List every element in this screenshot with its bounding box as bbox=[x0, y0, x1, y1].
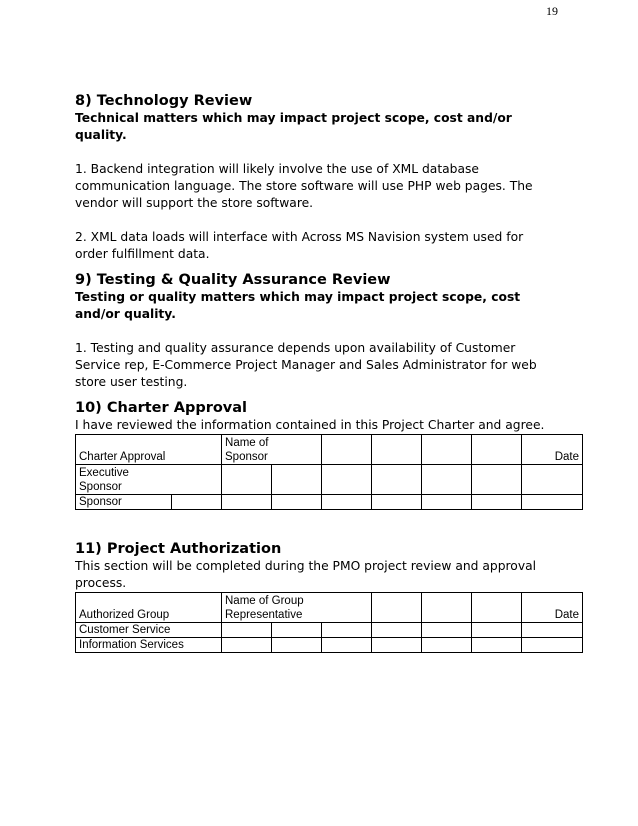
header-line: Representative bbox=[225, 609, 303, 621]
row-label-line: Executive bbox=[79, 467, 129, 479]
header-charter-approval: Charter Approval bbox=[76, 435, 222, 465]
header-date: Date bbox=[522, 593, 583, 623]
empty-cell bbox=[372, 593, 422, 623]
empty-cell bbox=[172, 495, 222, 510]
header-name-of-group-representative bbox=[222, 593, 372, 623]
row-label-information-services: Information Services bbox=[76, 638, 222, 653]
header-line: Name of bbox=[225, 437, 269, 449]
empty-cell bbox=[272, 465, 322, 495]
text-line: 1. Testing and quality assurance depends upon availability of Customer bbox=[75, 341, 516, 355]
empty-cell bbox=[422, 435, 472, 465]
text-line: 2. XML data loads will interface with Across MS Navision system used for bbox=[75, 230, 524, 244]
text-line: store user testing. bbox=[75, 375, 188, 389]
empty-cell bbox=[372, 465, 422, 495]
empty-cell bbox=[422, 623, 472, 638]
section-8-item-1 bbox=[75, 161, 565, 212]
empty-cell bbox=[472, 593, 522, 623]
charter-approval-table bbox=[75, 434, 583, 510]
subheading-line: and/or quality. bbox=[75, 307, 176, 321]
subheading-line: Testing or quality matters which may impact project scope, cost bbox=[75, 290, 521, 304]
text-line: vendor will support the store software. bbox=[75, 196, 314, 210]
section-9-item-1 bbox=[75, 340, 565, 391]
empty-cell bbox=[522, 638, 583, 653]
empty-cell bbox=[272, 638, 322, 653]
section-11-intro bbox=[75, 558, 565, 592]
empty-cell bbox=[522, 495, 583, 510]
empty-cell bbox=[322, 638, 372, 653]
text-line: This section will be completed during the PMO project review and approval bbox=[75, 559, 537, 573]
empty-cell bbox=[522, 623, 583, 638]
section-10-heading: 10) Charter Approval bbox=[75, 400, 248, 416]
row-label-sponsor: Sponsor bbox=[76, 495, 172, 510]
empty-cell bbox=[422, 593, 472, 623]
section-8-subheading bbox=[75, 110, 565, 144]
empty-cell bbox=[222, 623, 272, 638]
row-label-executive-sponsor bbox=[76, 465, 222, 495]
empty-cell bbox=[522, 465, 583, 495]
table-row bbox=[76, 465, 583, 495]
text-line: 1. Backend integration will likely involve the use of XML database bbox=[75, 162, 479, 176]
section-9-subheading bbox=[75, 289, 565, 323]
empty-cell bbox=[472, 495, 522, 510]
row-label-line: Sponsor bbox=[79, 481, 122, 493]
table-row bbox=[76, 623, 583, 638]
text-line: Service rep, E-Commerce Project Manager and Sales Administrator for web bbox=[75, 358, 537, 372]
empty-cell bbox=[372, 623, 422, 638]
section-11-heading: 11) Project Authorization bbox=[75, 541, 282, 557]
empty-cell bbox=[372, 435, 422, 465]
text-line: order fulfillment data. bbox=[75, 247, 210, 261]
subheading-line: quality. bbox=[75, 128, 127, 142]
project-authorization-table bbox=[75, 592, 583, 653]
section-8-heading: 8) Technology Review bbox=[75, 93, 253, 109]
empty-cell bbox=[472, 465, 522, 495]
empty-cell bbox=[472, 623, 522, 638]
empty-cell bbox=[322, 623, 372, 638]
empty-cell bbox=[322, 465, 372, 495]
empty-cell bbox=[272, 623, 322, 638]
empty-cell bbox=[472, 638, 522, 653]
empty-cell bbox=[322, 435, 372, 465]
empty-cell bbox=[322, 495, 372, 510]
text-line: process. bbox=[75, 576, 127, 590]
text-line: communication language. The store software will use PHP web pages. The bbox=[75, 179, 533, 193]
header-authorized-group: Authorized Group bbox=[76, 593, 222, 623]
empty-cell bbox=[222, 638, 272, 653]
empty-cell bbox=[422, 465, 472, 495]
header-line: Name of Group bbox=[225, 595, 304, 607]
section-9-heading: 9) Testing & Quality Assurance Review bbox=[75, 272, 391, 288]
section-8-item-2 bbox=[75, 229, 565, 263]
row-label-customer-service: Customer Service bbox=[76, 623, 222, 638]
empty-cell bbox=[472, 435, 522, 465]
empty-cell bbox=[222, 465, 272, 495]
table-row bbox=[76, 638, 583, 653]
header-date: Date bbox=[522, 435, 583, 465]
table-row bbox=[76, 495, 583, 510]
empty-cell bbox=[272, 495, 322, 510]
empty-cell bbox=[222, 495, 272, 510]
document-body bbox=[75, 92, 580, 653]
empty-cell bbox=[372, 638, 422, 653]
empty-cell bbox=[372, 495, 422, 510]
section-10-intro: I have reviewed the information contained in this Project Charter and agree. bbox=[75, 418, 545, 432]
empty-cell bbox=[422, 638, 472, 653]
header-name-of-sponsor bbox=[222, 435, 322, 465]
header-line: Sponsor bbox=[225, 451, 268, 463]
subheading-line: Technical matters which may impact project scope, cost and/or bbox=[75, 111, 512, 125]
empty-cell bbox=[422, 495, 472, 510]
page-number: 19 bbox=[546, 4, 558, 18]
